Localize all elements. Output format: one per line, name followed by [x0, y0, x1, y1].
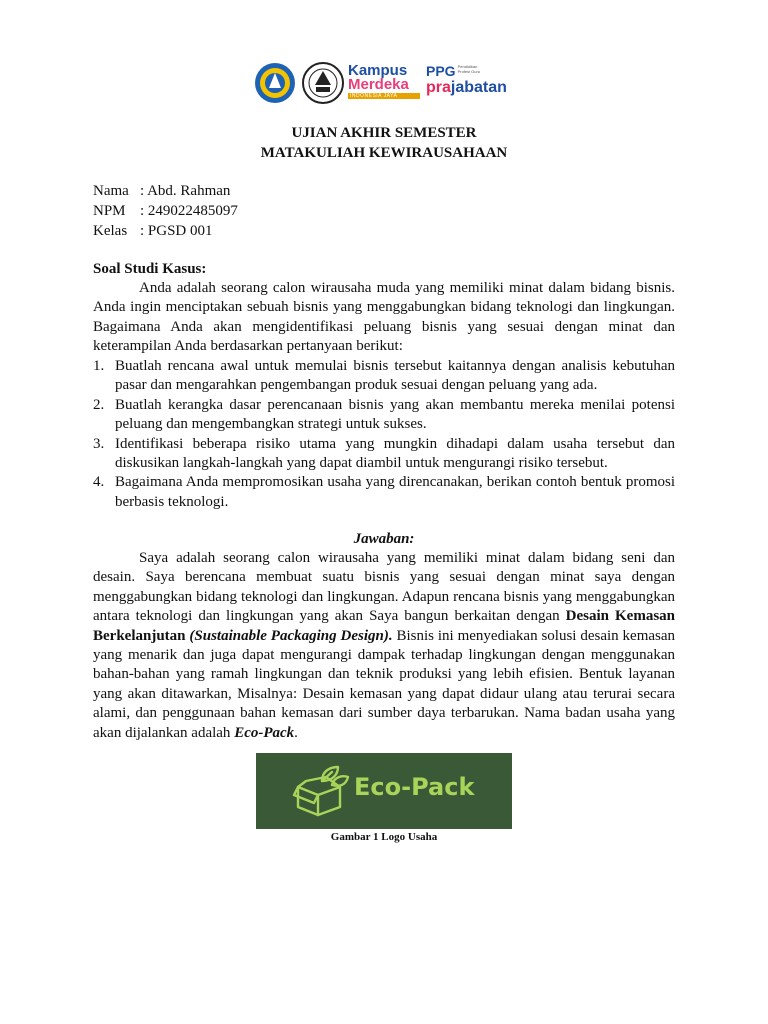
- question-text: Buatlah rencana awal untuk memulai bisnis tersebut kaitannya dengan analisis kebutuhan pasar dan mengarahkan pengembangan produk sesuai dengan peluang yang ada.: [115, 358, 675, 394]
- merdeka-text: Merdeka: [348, 76, 409, 93]
- answer-heading: Jawaban:: [353, 531, 415, 547]
- question-number: 1.: [93, 358, 105, 374]
- indonesia-jaya-text: INDONESIA JAYA: [348, 93, 420, 99]
- kampus-text: Kampus: [348, 62, 408, 79]
- header-logos: [0, 60, 768, 106]
- identity-class: [93, 221, 213, 241]
- identity-name: [93, 181, 230, 201]
- question-number: 3.: [93, 435, 105, 452]
- identity-value: : Abd. Rahman: [140, 183, 231, 199]
- question-number: 4.: [93, 474, 105, 491]
- identity-npm: [93, 201, 238, 221]
- ppg-subtext: Pendidikan Profesi Guru: [457, 64, 481, 74]
- answer-body: [93, 549, 675, 743]
- ppg-text: PPG: [426, 63, 456, 79]
- eco-pack-logo-image: [256, 753, 512, 829]
- figure-caption: Gambar 1 Logo Usaha: [330, 831, 438, 843]
- exam-title: UJIAN AKHIR SEMESTER: [291, 125, 477, 141]
- identity-label: Nama: [93, 183, 129, 199]
- question-text: Buatlah kerangka dasar perencanaan bisnis yang akan membantu mereka menilai potensi peluang dan mengembangkan strategi untuk sukses.: [115, 396, 675, 433]
- question-list: [93, 357, 675, 512]
- case-intro: [93, 279, 675, 357]
- answer-english-term: (Sustainable Packaging Design).: [189, 627, 393, 644]
- ppg-jabatan-text: jabatan: [450, 79, 507, 96]
- unm-logo: [302, 62, 344, 104]
- case-intro-text: Anda adalah seorang calon wirausaha muda yang memiliki minat dalam bidang bisnis. Anda ingin menciptakan sebuah bisnis yang menggabungkan bidang teknologi dan lingkungan. Bagaimana Anda akan mengidentifikasi peluang bisnis yang sesuai dengan minat dan keterampilan Anda berdasarkan pertanyaan berikut:: [93, 280, 675, 355]
- answer-end: .: [294, 724, 298, 741]
- ppg-prajabatan-logo: [426, 64, 516, 104]
- case-heading: Soal Studi Kasus:: [93, 261, 207, 277]
- kampus-merdeka-logo: [348, 64, 420, 102]
- answer-text-part2: Bisnis ini menyediakan solusi desain kemasan yang menarik dan juga dapat mengurangi dampak terhadap lingkungan dengan menggunakan bahan-bahan yang ramah lingkungan dan teknik produksi yang lebih efisien. Bentuk layanan yang akan ditawarkan, Misalnya: Desain kemasan yang dapat didaur ulang atau terurai secara alami, dan penggunaan bahan kemasan dari sumber daya terbarukan. Nama badan usaha yang akan dijalankan adalah: [93, 627, 676, 741]
- answer-bold-term: Desain Kemasan Berkelanjutan: [93, 608, 676, 644]
- question-number: 2.: [93, 396, 105, 413]
- answer-text-part1: Saya adalah seorang calon wirausaha yang memiliki minat dalam bidang seni dan desain. Saya berencana membuat suatu bisnis yang sesuai dengan minat saya dengan menggabungkan bidang teknologi dan lingkungan. Adapun rencana bisnis yang menggabungkan antara teknologi dan lingkungan yang akan Saya bangun berkaitan dengan: [93, 550, 675, 625]
- question-text: Bagaimana Anda mempromosikan usaha yang direncanakan, berikan contoh bentuk promosi berbasis teknologi.: [115, 474, 675, 510]
- identity-value: : 249022485097: [140, 203, 238, 219]
- question-text: Identifikasi beberapa risiko utama yang mungkin dihadapi dalam usaha tersebut dan diskusikan langkah-langkah yang dapat diambil untuk mengurangi risiko tersebut.: [115, 435, 675, 472]
- question-item: [93, 357, 675, 396]
- box-leaf-icon: [292, 765, 352, 817]
- ppg-pra-text: pra: [426, 79, 451, 96]
- question-item: [93, 473, 675, 512]
- eco-pack-logo-text: Eco-Pack: [354, 773, 475, 801]
- tut-wuri-logo: [254, 62, 296, 104]
- course-title: MATAKULIAH KEWIRAUSAHAAN: [260, 145, 508, 161]
- identity-label: NPM: [93, 203, 126, 219]
- identity-label: Kelas: [93, 223, 128, 239]
- question-item: [93, 435, 675, 474]
- answer-brand-name: Eco-Pack: [234, 724, 295, 741]
- question-item: [93, 396, 675, 435]
- identity-value: : PGSD 001: [140, 223, 213, 239]
